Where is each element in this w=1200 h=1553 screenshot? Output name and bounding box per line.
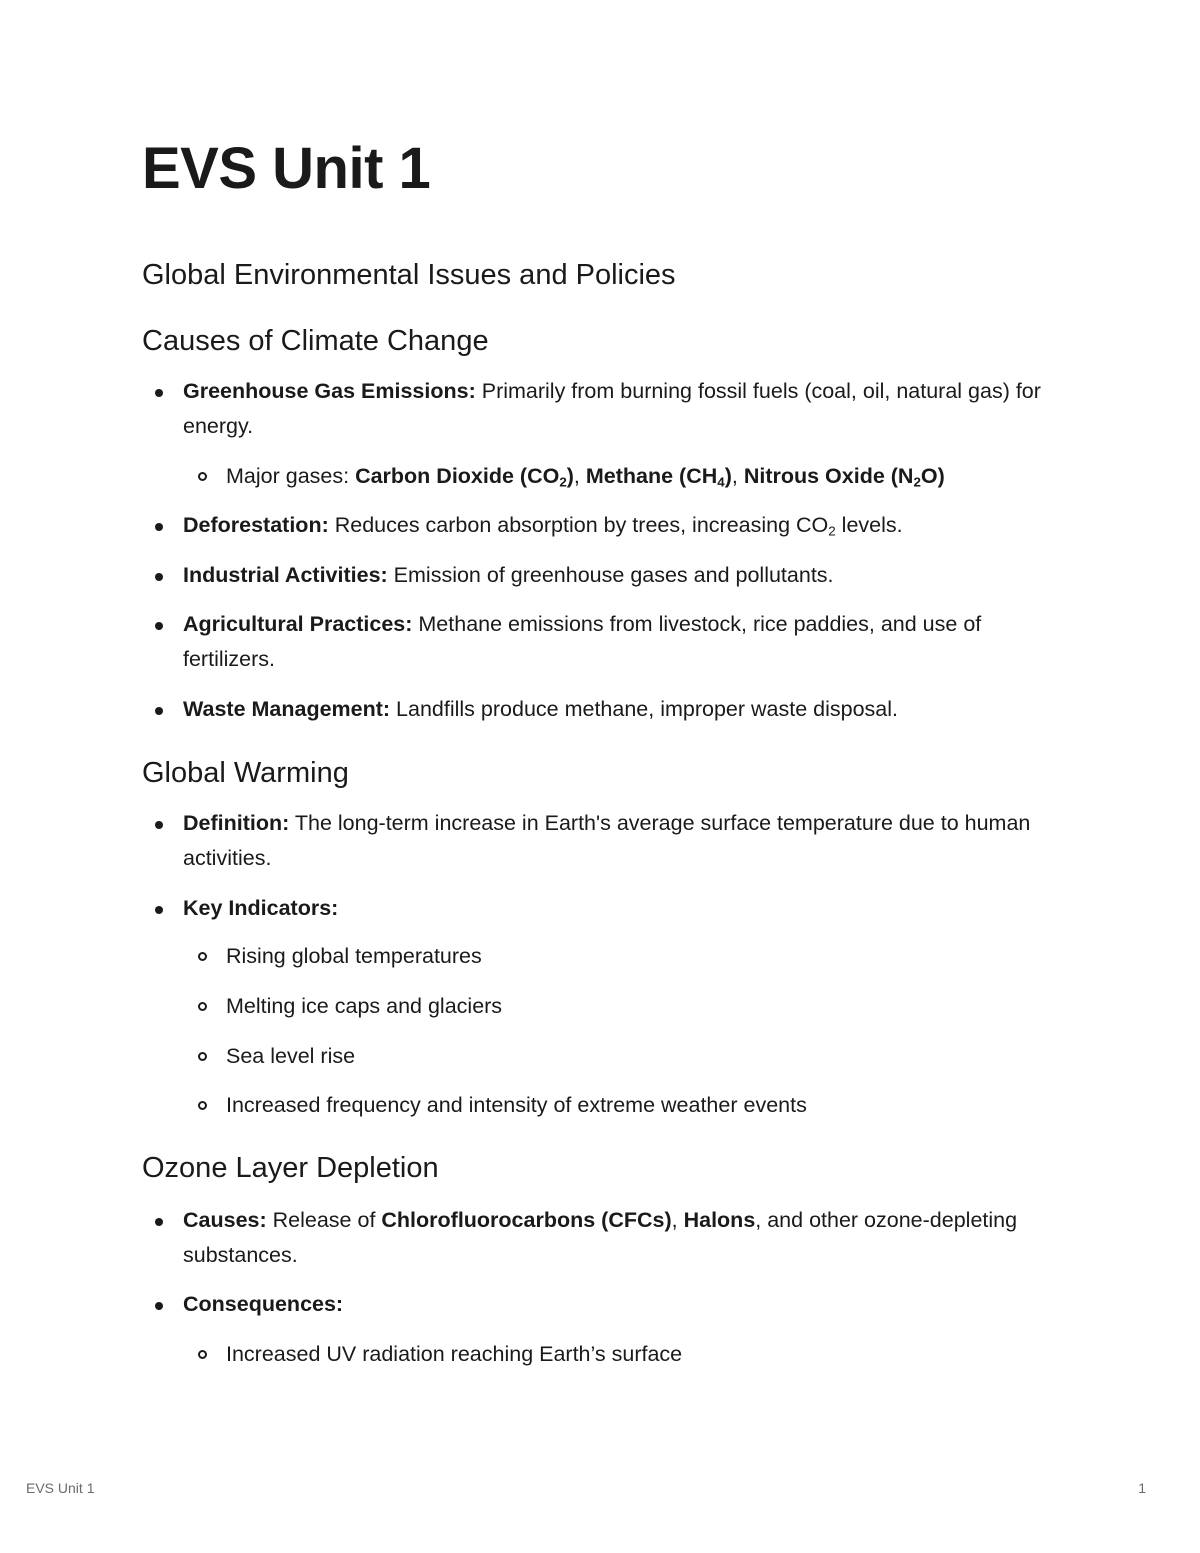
bullet-icon <box>155 523 163 531</box>
item-label: Consequences: <box>183 1292 344 1316</box>
halons-term: Halons <box>683 1208 756 1232</box>
bullet-icon <box>155 1302 163 1310</box>
hollow-bullet-icon <box>198 1052 207 1061</box>
list-item <box>142 558 1072 593</box>
item-label: Causes: <box>183 1208 267 1232</box>
heading-ozone-layer-depletion: Ozone Layer Depletion <box>142 1152 439 1184</box>
gas-n2o-close: O) <box>920 464 945 488</box>
item-text: Increased UV radiation reaching Earth’s surface <box>226 1342 683 1366</box>
list-item <box>142 508 1072 543</box>
item-text: Major gases: <box>226 464 356 488</box>
footer-page-number: 1 <box>1138 1480 1146 1496</box>
bullet-icon <box>155 1218 163 1226</box>
sub-list-item <box>142 1039 1072 1074</box>
list-item <box>142 1203 1072 1273</box>
item-text: Sea level rise <box>226 1044 356 1068</box>
gas-ch4: Methane (CH <box>585 464 718 488</box>
subscript: 2 <box>913 474 921 490</box>
item-text: Emission of greenhouse gases and pollutants. <box>387 563 834 587</box>
item-text: Methane emissions from livestock, rice paddies, and use of fertilizers. <box>183 612 982 671</box>
item-text: Primarily from burning fossil fuels (coal, oil, natural gas) for energy. <box>183 379 1041 438</box>
sub-list-item <box>142 989 1072 1024</box>
list-item <box>142 607 1072 677</box>
hollow-bullet-icon <box>198 1002 207 1011</box>
item-label: Definition: <box>183 811 290 835</box>
item-text: Increased frequency and intensity of extreme weather events <box>226 1093 807 1117</box>
subscript: 2 <box>828 523 836 539</box>
page-title: EVS Unit 1 <box>142 136 431 201</box>
subscript: 4 <box>717 474 725 490</box>
item-text-end: levels. <box>835 513 903 537</box>
gas-co2-close: ) <box>566 464 574 488</box>
sub-list-item <box>142 1088 1072 1123</box>
heading-global-warming: Global Warming <box>142 757 349 789</box>
separator: , <box>731 464 744 488</box>
item-text: Rising global temperatures <box>226 944 482 968</box>
item-label: Industrial Activities: <box>183 563 388 587</box>
bullet-icon <box>155 389 163 397</box>
item-text: Reduces carbon absorption by trees, increasing CO <box>328 513 829 537</box>
heading-causes-of-climate-change: Causes of Climate Change <box>142 325 489 357</box>
hollow-bullet-icon <box>198 1350 207 1359</box>
list-item <box>142 692 1072 727</box>
item-label: Greenhouse Gas Emissions: <box>183 379 476 403</box>
bullet-icon <box>155 821 163 829</box>
hollow-bullet-icon <box>198 472 207 481</box>
item-label: Deforestation: <box>183 513 329 537</box>
item-text: The long-term increase in Earth's average surface temperature due to human activities. <box>183 811 1031 870</box>
item-label: Key Indicators: <box>183 896 339 920</box>
gas-n2o: Nitrous Oxide (N <box>743 464 914 488</box>
separator: , <box>573 464 586 488</box>
separator: , <box>671 1208 684 1232</box>
gas-ch4-close: ) <box>724 464 732 488</box>
footer-document-title: EVS Unit 1 <box>26 1480 95 1496</box>
item-text: Landfills produce methane, improper waste disposal. <box>390 697 898 721</box>
hollow-bullet-icon <box>198 1101 207 1110</box>
subscript: 2 <box>559 474 567 490</box>
gas-co2: Carbon Dioxide (CO <box>355 464 560 488</box>
sub-list-item <box>142 459 1072 494</box>
list-item <box>142 806 1072 876</box>
sub-list-item <box>142 939 1072 974</box>
cfcs-term: Chlorofluorocarbons (CFCs) <box>381 1208 672 1232</box>
bullet-icon <box>155 707 163 715</box>
item-label: Agricultural Practices: <box>183 612 413 636</box>
bullet-icon <box>155 622 163 630</box>
list-item <box>142 1287 1072 1322</box>
item-text-end: , and other ozone-depleting substances. <box>183 1208 1018 1267</box>
list-item <box>142 374 1072 444</box>
list-item <box>142 891 1072 926</box>
bullet-icon <box>155 573 163 581</box>
hollow-bullet-icon <box>198 952 207 961</box>
bullet-icon <box>155 906 163 914</box>
item-text: Melting ice caps and glaciers <box>226 994 503 1018</box>
item-text: Release of <box>266 1208 382 1232</box>
sub-list-item <box>142 1337 1072 1372</box>
document-subtitle: Global Environmental Issues and Policies <box>142 259 676 291</box>
item-label: Waste Management: <box>183 697 391 721</box>
